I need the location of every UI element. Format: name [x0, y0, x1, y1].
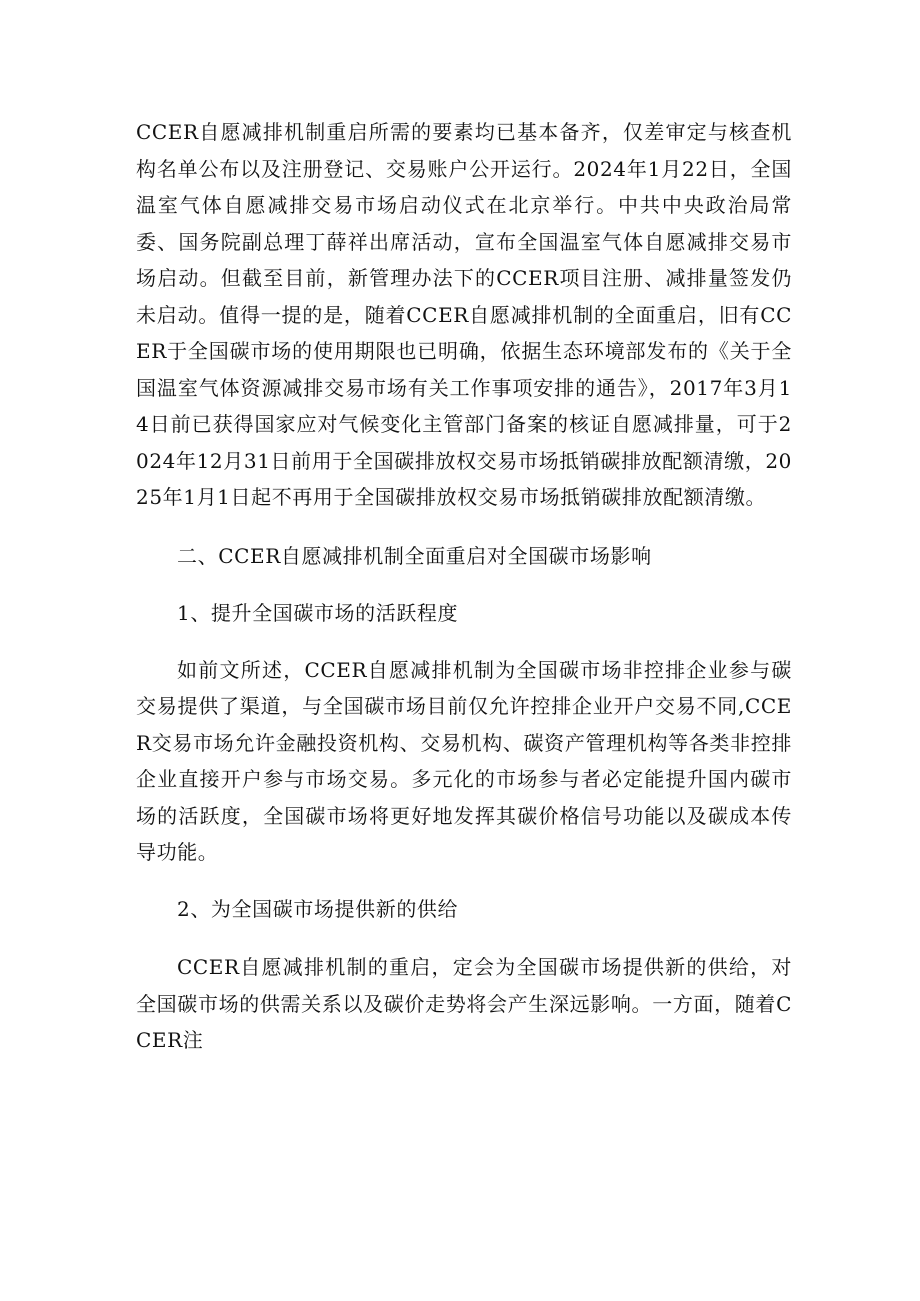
subheading-item-1: 1、提升全国碳市场的活跃程度 [177, 601, 459, 625]
paragraph-ccer-restart-status: CCER自愿减排机制重启所需的要素均已基本备齐，仅差审定与核查机构名单公布以及注册登记、交易账户公开运行。2024年1月22日，全国温室气体自愿减排交易市场启动仪式在北京举行。中共中央政治局常委、国务院副总理丁薛祥出席活动，宣布全国温室气体自愿减排交易市场启动。但截至目前，新管理办法下的CCER项目注册、减排量签发仍未启动。值得一提的是，随着CCER自愿减排机制的全面重启，旧有CCER于全国碳市场的使用期限也已明确，依据生态环境部发布的《关于全国温室气体资源减排交易市场有关工作事项安排的通告》，2017年3月14日前已获得国家应对气候变化主管部门备案的核证自愿减排量，可于2024年12月31日前用于全国碳排放权交易市场抵销碳排放配额清缴，2025年1月1日起不再用于全国碳排放权交易市场抵销碳排放配额清缴。 [136, 120, 792, 509]
document-body [136, 114, 792, 1059]
paragraph-new-supply: CCER自愿减排机制的重启，定会为全国碳市场提供新的供给，对全国碳市场的供需关系以及碳价走势将会产生深远影响。一方面，随着CCER注 [136, 955, 792, 1052]
section-heading: 二、CCER自愿减排机制全面重启对全国碳市场影响 [177, 543, 652, 568]
subheading-item-2: 2、为全国碳市场提供新的供给 [177, 896, 459, 921]
paragraph-market-activity: 如前文所述，CCER自愿减排机制为全国碳市场非控排企业参与碳交易提供了渠道，与全国碳市场目前仅允许控排企业开户交易不同,CCER交易市场允许金融投资机构、交易机构、碳资产管理机构等各类非控排企业直接开户参与市场交易。多元化的市场参与者必定能提升国内碳市场的活跃度，全国碳市场将更好地发挥其碳价格信号功能以及碳成本传导功能。 [136, 657, 792, 864]
